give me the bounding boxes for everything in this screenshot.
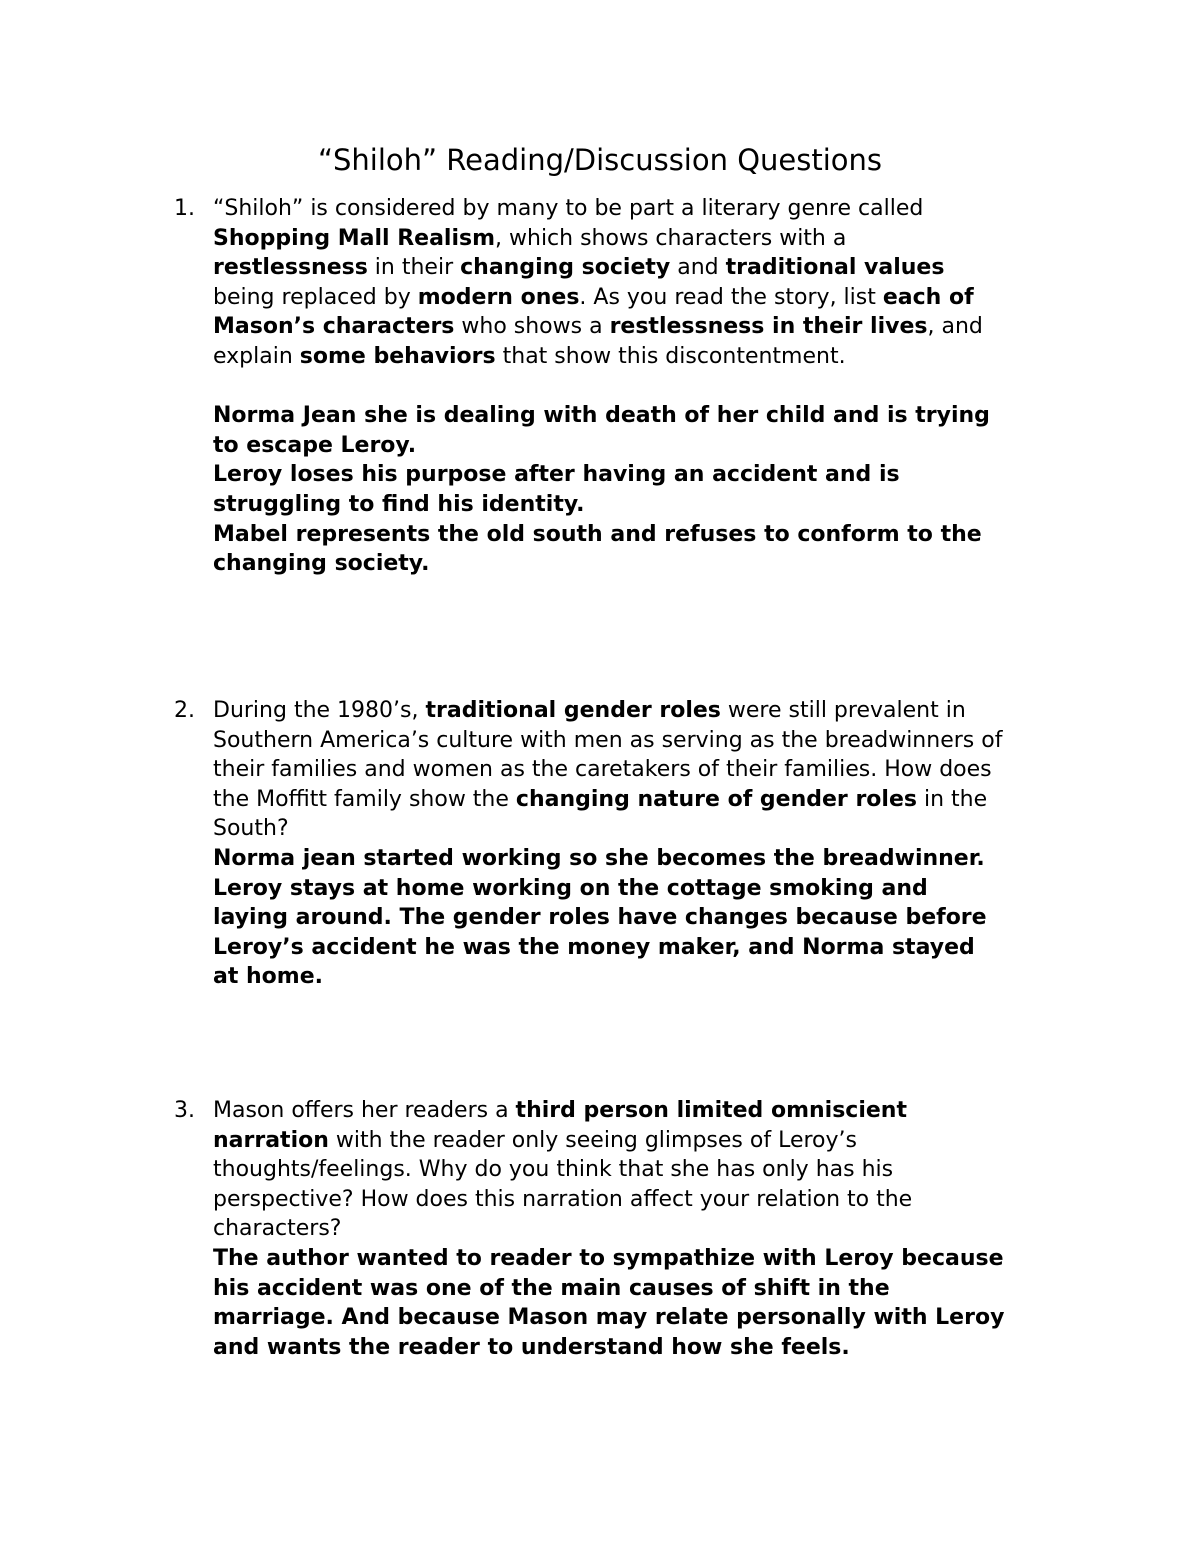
text-line xyxy=(213,1333,1073,1363)
text-line xyxy=(213,962,1073,992)
bold-text: restlessness in their lives xyxy=(609,314,928,340)
bold-text: Leroy loses his purpose after having an accident and is xyxy=(213,462,900,488)
text-line xyxy=(213,844,1073,874)
bold-text: at home. xyxy=(213,964,323,990)
bold-text: traditional gender roles xyxy=(425,698,721,723)
text-segment: characters? xyxy=(213,1216,342,1242)
text-segment: being replaced by xyxy=(213,284,418,310)
text-segment: Mason offers her readers a xyxy=(213,1098,516,1123)
bold-text: modern ones xyxy=(417,284,580,310)
text-line xyxy=(213,1303,1073,1333)
text-line xyxy=(213,1185,1073,1215)
text-segment: with the reader only seeing glimpses of Leroy’s xyxy=(328,1127,857,1153)
text-line xyxy=(213,1155,1073,1185)
text-line xyxy=(213,342,1073,372)
text-segment: were still prevalent in xyxy=(720,698,966,723)
question-body xyxy=(213,194,1073,579)
text-line xyxy=(213,372,1073,402)
text-segment: South? xyxy=(213,816,289,842)
bold-text: Leroy’s accident he was the money maker, and Norma stayed xyxy=(213,934,975,960)
text-segment: “Shiloh” is considered by many to be part a literary genre called xyxy=(213,196,924,221)
text-line xyxy=(213,1274,1073,1304)
text-line xyxy=(213,1214,1073,1244)
text-line xyxy=(213,1096,1073,1126)
text-segment: the Moffitt family show the xyxy=(213,786,516,812)
bold-text: struggling to find his identity. xyxy=(213,491,585,517)
bold-text: Leroy stays at home working on the cottage smoking and xyxy=(213,875,928,901)
text-line xyxy=(213,253,1073,283)
bold-text: some behaviors xyxy=(299,343,496,369)
text-segment: . As you read the story, list xyxy=(579,284,883,310)
text-segment: their families and women as the caretakers of their families. How does xyxy=(213,757,992,783)
text-segment: , which shows characters with a xyxy=(495,225,847,251)
text-segment: Southern America’s culture with men as serving as the breadwinners of xyxy=(213,727,1003,753)
text-line xyxy=(213,224,1073,254)
bold-text: to escape Leroy. xyxy=(213,432,417,458)
page-title: “Shiloh” Reading/Discussion Questions xyxy=(317,143,883,177)
bold-text: changing nature of gender roles xyxy=(515,786,917,812)
text-line xyxy=(213,785,1073,815)
bold-text: third person limited omniscient xyxy=(515,1098,907,1123)
question-body xyxy=(213,1096,1073,1362)
text-line xyxy=(213,312,1073,342)
text-segment: that show this discontentment. xyxy=(495,343,846,369)
bold-text: Mabel represents the old south and refuses to conform to the xyxy=(213,521,982,547)
question-number: 2. xyxy=(174,698,195,723)
bold-text: Mason’s characters xyxy=(213,314,455,340)
text-line xyxy=(213,1126,1073,1156)
question-number: 1. xyxy=(174,196,195,221)
bold-text: and wants the reader to understand how she feels. xyxy=(213,1334,850,1360)
text-line xyxy=(213,696,1073,726)
text-line xyxy=(213,401,1073,431)
text-line xyxy=(213,933,1073,963)
bold-text: traditional values xyxy=(725,255,945,281)
bold-text: changing society. xyxy=(213,551,430,577)
text-line xyxy=(213,755,1073,785)
text-line xyxy=(213,490,1073,520)
bold-text: his accident was one of the main causes of shift in the xyxy=(213,1275,890,1301)
text-line xyxy=(213,814,1073,844)
text-segment: thoughts/feelings. Why do you think that she has only has his xyxy=(213,1157,894,1183)
text-line xyxy=(213,874,1073,904)
text-line xyxy=(213,431,1073,461)
bold-text: Norma Jean she is dealing with death of her child and is trying xyxy=(213,403,990,429)
bold-text: Shopping Mall Realism xyxy=(213,225,496,251)
bold-text: changing society xyxy=(460,255,671,281)
text-line xyxy=(213,726,1073,756)
question-body xyxy=(213,696,1073,992)
text-segment: in their xyxy=(367,255,461,281)
text-line xyxy=(213,520,1073,550)
bold-text: restlessness xyxy=(213,255,368,281)
bold-text: narration xyxy=(213,1127,329,1153)
bold-text: Norma jean started working so she becomes the breadwinner. xyxy=(213,845,985,871)
text-line xyxy=(213,283,1073,313)
text-segment: During the 1980’s, xyxy=(213,698,426,723)
text-segment: , and xyxy=(927,314,983,340)
bold-text: laying around. The gender roles have changes because before xyxy=(213,905,987,931)
text-segment: and xyxy=(670,255,726,281)
text-line xyxy=(213,903,1073,933)
bold-text: each of xyxy=(882,284,974,310)
text-segment: in the xyxy=(916,786,988,812)
text-line xyxy=(213,194,1073,224)
bold-text: The author wanted to reader to sympathize with Leroy because xyxy=(213,1245,1004,1271)
text-segment: explain xyxy=(213,343,300,369)
text-line xyxy=(213,460,1073,490)
text-segment: perspective? How does this narration affect your relation to the xyxy=(213,1186,913,1212)
text-line xyxy=(213,549,1073,579)
bold-text: marriage. And because Mason may relate personally with Leroy xyxy=(213,1305,1005,1331)
question-number: 3. xyxy=(174,1098,195,1123)
text-segment: who shows a xyxy=(454,314,610,340)
text-line xyxy=(213,1244,1073,1274)
